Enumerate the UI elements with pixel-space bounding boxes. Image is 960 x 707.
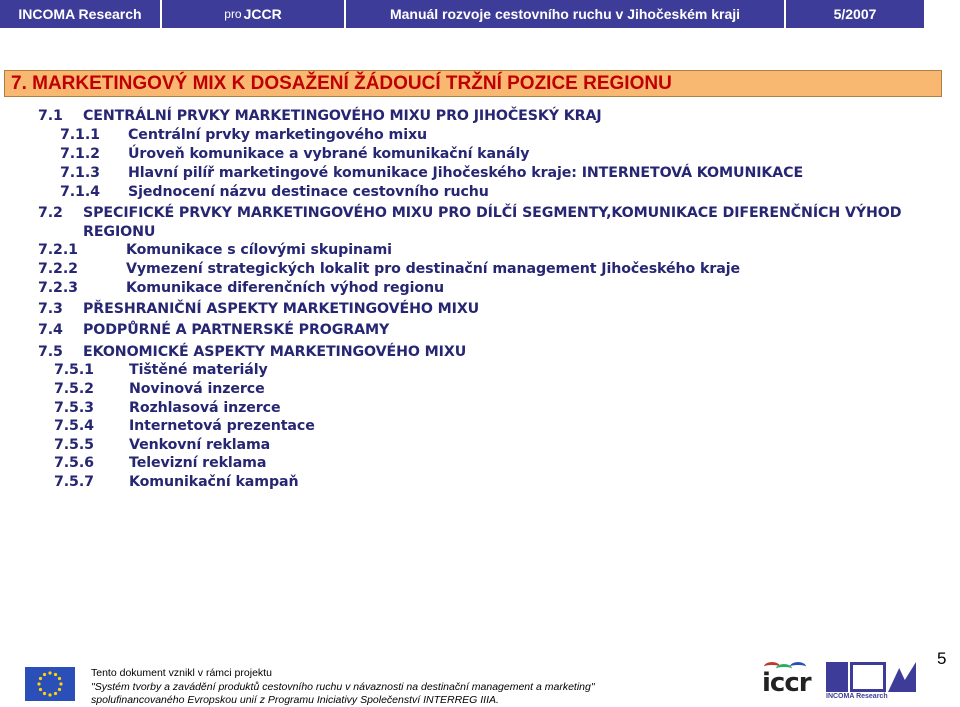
toc-num: 7.5 [38, 344, 63, 360]
toc-num: 7.5.2 [54, 381, 94, 397]
toc-num: 7.4 [38, 322, 63, 338]
toc-num: 7.1 [38, 108, 63, 124]
eu-flag-icon [25, 667, 75, 701]
toc-text: Centrální prvky marketingového mixu [128, 127, 428, 143]
header-org [0, 0, 160, 28]
header-partner-text: JCCR [243, 6, 282, 22]
header-doc-title [346, 0, 784, 28]
toc-num: 7.1.2 [60, 146, 100, 162]
toc-text: PŘESHRANIČNÍ ASPEKTY MARKETINGOVÉHO MIXU [83, 301, 480, 317]
toc-text: Vymezení strategických lokalit pro destinační management Jihočeského kraje [126, 261, 740, 277]
toc-text: SPECIFICKÉ PRVKY MARKETINGOVÉHO MIXU PRO DÍLČÍ SEGMENTY,KOMUNIKACE DIFERENČNÍCH VÝHOD [83, 205, 902, 221]
toc-text: PODPŮRNÉ A PARTNERSKÉ PROGRAMY [83, 322, 390, 338]
toc-num: 7.1.3 [60, 165, 100, 181]
toc-text: Venkovní reklama [129, 437, 271, 453]
page-number: 5 [937, 649, 947, 668]
toc-num: 7.2 [38, 205, 63, 221]
toc-num: 7.5.7 [54, 474, 94, 490]
toc-text: Rozhlasová inzerce [129, 400, 281, 416]
toc-num: 7.2.1 [38, 242, 78, 258]
toc-text: Sjednocení názvu destinace cestovního ruchu [128, 184, 489, 200]
header-doc-title-text: Manuál rozvoje cestovního ruchu v Jihočeském kraji [389, 6, 741, 22]
toc-num: 7.3 [38, 301, 63, 317]
toc-text: Hlavní pilíř marketingové komunikace Jihočeského kraje: INTERNETOVÁ KOMUNIKACE [128, 165, 804, 181]
header-date [786, 0, 924, 28]
header-partner [162, 0, 344, 28]
toc-num: 7.5.5 [54, 437, 94, 453]
toc-num: 7.2.2 [38, 261, 78, 277]
header-date-text: 5/2007 [833, 6, 877, 22]
toc-num: 7.5.1 [54, 362, 94, 378]
toc-num: 7.5.3 [54, 400, 94, 416]
footer-line-1: Tento dokument vznikl v rámci projektu [91, 667, 272, 679]
footer-line-3: spolufinancovaného Evropskou unií z Programu Iniciativy Společenství INTERREG IIIA. [91, 694, 499, 706]
toc-text: REGIONU [83, 224, 156, 240]
chapter-title: 7. MARKETINGOVÝ MIX K DOSAŽENÍ ŽÁDOUCÍ TRŽNÍ POZICE REGIONU [11, 72, 672, 94]
toc-text: Komunikace s cílovými skupinami [126, 242, 392, 258]
toc-text: Internetová prezentace [129, 418, 315, 434]
toc-text: Komunikační kampaň [129, 474, 299, 490]
toc-text: Komunikace diferenčních výhod regionu [126, 280, 444, 296]
header-bar [0, 0, 960, 28]
toc-num: 7.1.1 [60, 127, 100, 143]
toc-text: Televizní reklama [129, 455, 267, 471]
iccr-logo-text: iccr [762, 668, 811, 698]
toc-text: Novinová inzerce [129, 381, 265, 397]
chapter-title-box [4, 70, 942, 97]
toc-num: 7.2.3 [38, 280, 78, 296]
toc-text: Tištěné materiály [129, 362, 268, 378]
incoma-logo-text: INCOMA Research [826, 693, 888, 700]
incoma-logo [826, 662, 918, 702]
toc-num: 7.1.4 [60, 184, 100, 200]
toc-num: 7.5.4 [54, 418, 94, 434]
footer-line-2: "Systém tvorby a zavádění produktů cestovního ruchu v návaznosti na destinační management a marketing" [91, 681, 595, 693]
toc-num: 7.5.6 [54, 455, 94, 471]
toc-text: EKONOMICKÉ ASPEKTY MARKETINGOVÉHO MIXU [83, 344, 467, 360]
header-partner-pro: pro [224, 7, 242, 21]
header-org-text: INCOMA Research [18, 6, 142, 22]
toc-text: Úroveň komunikace a vybrané komunikační kanály [128, 146, 530, 162]
iccr-logo [762, 662, 818, 702]
toc-text: CENTRÁLNÍ PRVKY MARKETINGOVÉHO MIXU PRO JIHOČESKÝ KRAJ [83, 108, 602, 124]
